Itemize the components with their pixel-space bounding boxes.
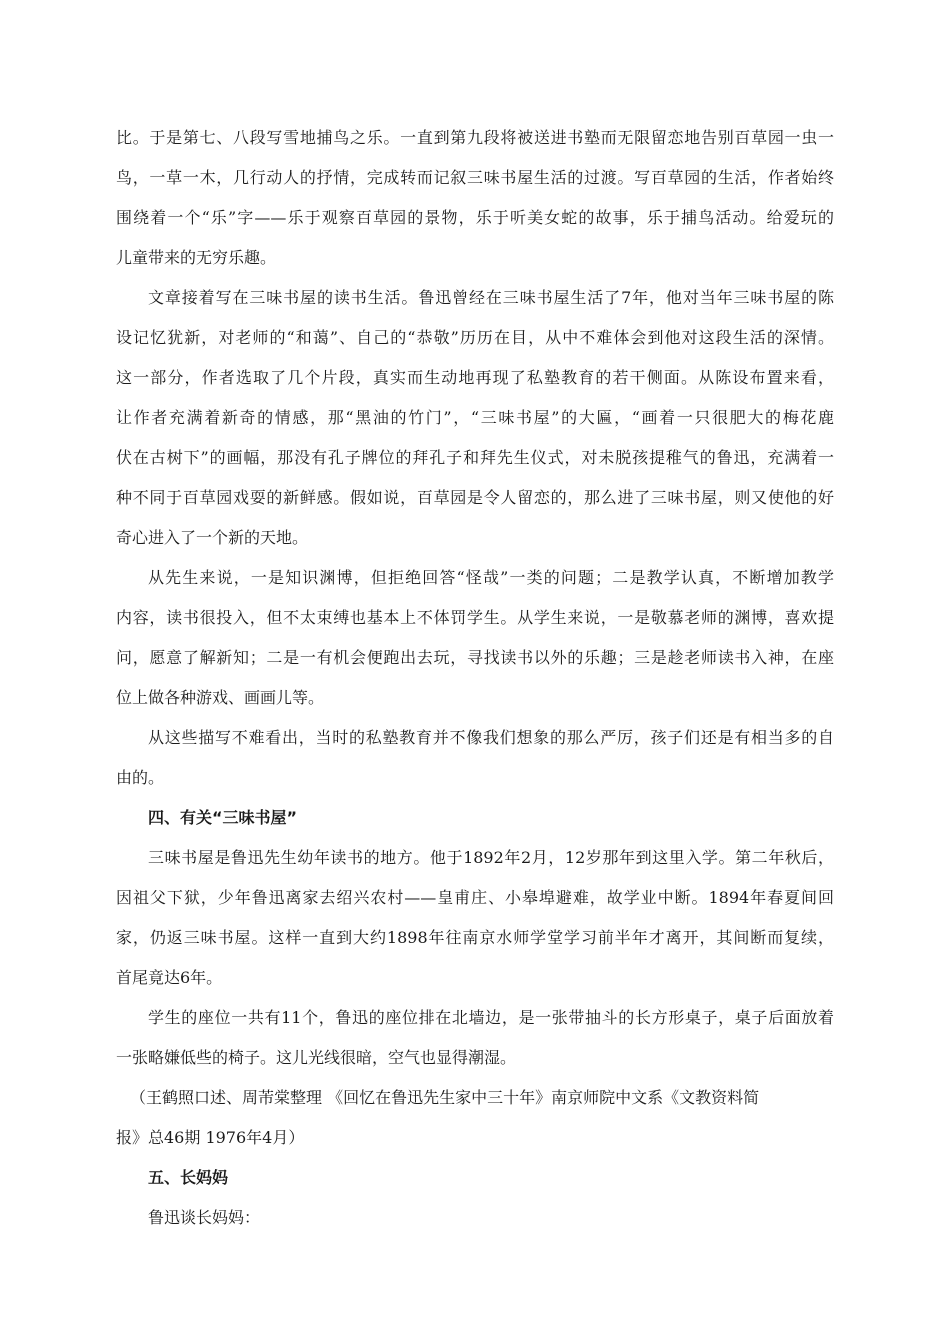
paragraph-line: 由的。 xyxy=(116,768,165,787)
citation-line: （王鹤照口述、周芾棠整理 《回忆在鲁迅先生家中三十年》南京师院中文系《文教资料简 xyxy=(130,1088,760,1107)
paragraph-line: 种不同于百草园戏耍的新鲜感。假如说，百草园是令人留恋的，那么进了三味书屋，则又使他的好 xyxy=(116,488,834,507)
paragraph-line: 学生的座位一共有11个，鲁迅的座位排在北墙边，是一张带抽斗的长方形桌子，桌子后面放着 xyxy=(148,1008,834,1027)
paragraph-line: 围绕着一个“乐”字——乐于观察百草园的景物，乐于听美女蛇的故事，乐于捕鸟活动。给爱玩的 xyxy=(116,208,834,227)
paragraph-line: 从这些描写不难看出，当时的私塾教育并不像我们想象的那么严厉，孩子们还是有相当多的自 xyxy=(148,728,834,747)
paragraph-line: 位上做各种游戏、画画儿等。 xyxy=(116,688,325,707)
paragraph-line: 让作者充满着新奇的情感，那“黑油的竹门”，“三味书屋”的大匾，“画着一只很肥大的梅花鹿 xyxy=(116,408,834,427)
paragraph-line: 一张略嫌低些的椅子。这儿光线很暗，空气也显得潮湿。 xyxy=(116,1048,517,1067)
citation-line: 报》总46期 1976年4月） xyxy=(116,1128,305,1147)
paragraph-line: 比。于是第七、八段写雪地捕鸟之乐。一直到第九段将被送进书塾而无限留恋地告别百草园一虫一 xyxy=(116,128,834,147)
paragraph-line: 从先生来说，一是知识渊博，但拒绝回答“怪哉”一类的问题；二是教学认真，不断增加教学 xyxy=(148,568,834,587)
section-heading: 四、有关“三味书屋” xyxy=(148,808,298,827)
section-heading: 五、长妈妈 xyxy=(148,1168,229,1187)
paragraph-line: 首尾竟达6年。 xyxy=(116,968,223,987)
paragraph-line: 伏在古树下”的画幅，那没有孔子牌位的拜孔子和拜先生仪式，对未脱孩提稚气的鲁迅，充满着一 xyxy=(116,448,834,467)
paragraph-line: 设记忆犹新，对老师的“和蔼”、自己的“恭敬”历历在目，从中不难体会到他对这段生活的深情。 xyxy=(116,328,834,347)
paragraph-line: 儿童带来的无穷乐趣。 xyxy=(116,248,277,267)
paragraph-line: 文章接着写在三味书屋的读书生活。鲁迅曾经在三味书屋生活了7年，他对当年三味书屋的陈 xyxy=(148,288,834,307)
paragraph-line: 因祖父下狱，少年鲁迅离家去绍兴农村——皇甫庄、小皋埠避难，故学业中断。1894年春夏间回 xyxy=(116,888,834,907)
paragraph-line: 问，愿意了解新知；二是一有机会便跑出去玩，寻找读书以外的乐趣；三是趁老师读书入神，在座 xyxy=(116,648,834,667)
paragraph-line: 鸟，一草一木，几行动人的抒情，完成转而记叙三味书屋生活的过渡。写百草园的生活，作者始终 xyxy=(116,168,834,187)
paragraph-line: 家，仍返三味书屋。这样一直到大约1898年往南京水师学堂学习前半年才离开，其间断而复续， xyxy=(116,928,834,947)
paragraph-line: 这一部分，作者选取了几个片段，真实而生动地再现了私塾教育的若干侧面。从陈设布置来看， xyxy=(116,368,834,387)
paragraph-line: 三味书屋是鲁迅先生幼年读书的地方。他于1892年2月，12岁那年到这里入学。第二年秋后， xyxy=(148,848,834,867)
paragraph-line: 鲁迅谈长妈妈： xyxy=(148,1208,261,1227)
paragraph-line: 内容，读书很投入，但不太束缚也基本上不体罚学生。从学生来说，一是敬慕老师的渊博，喜欢提 xyxy=(116,608,834,627)
paragraph-line: 奇心进入了一个新的天地。 xyxy=(116,528,309,547)
